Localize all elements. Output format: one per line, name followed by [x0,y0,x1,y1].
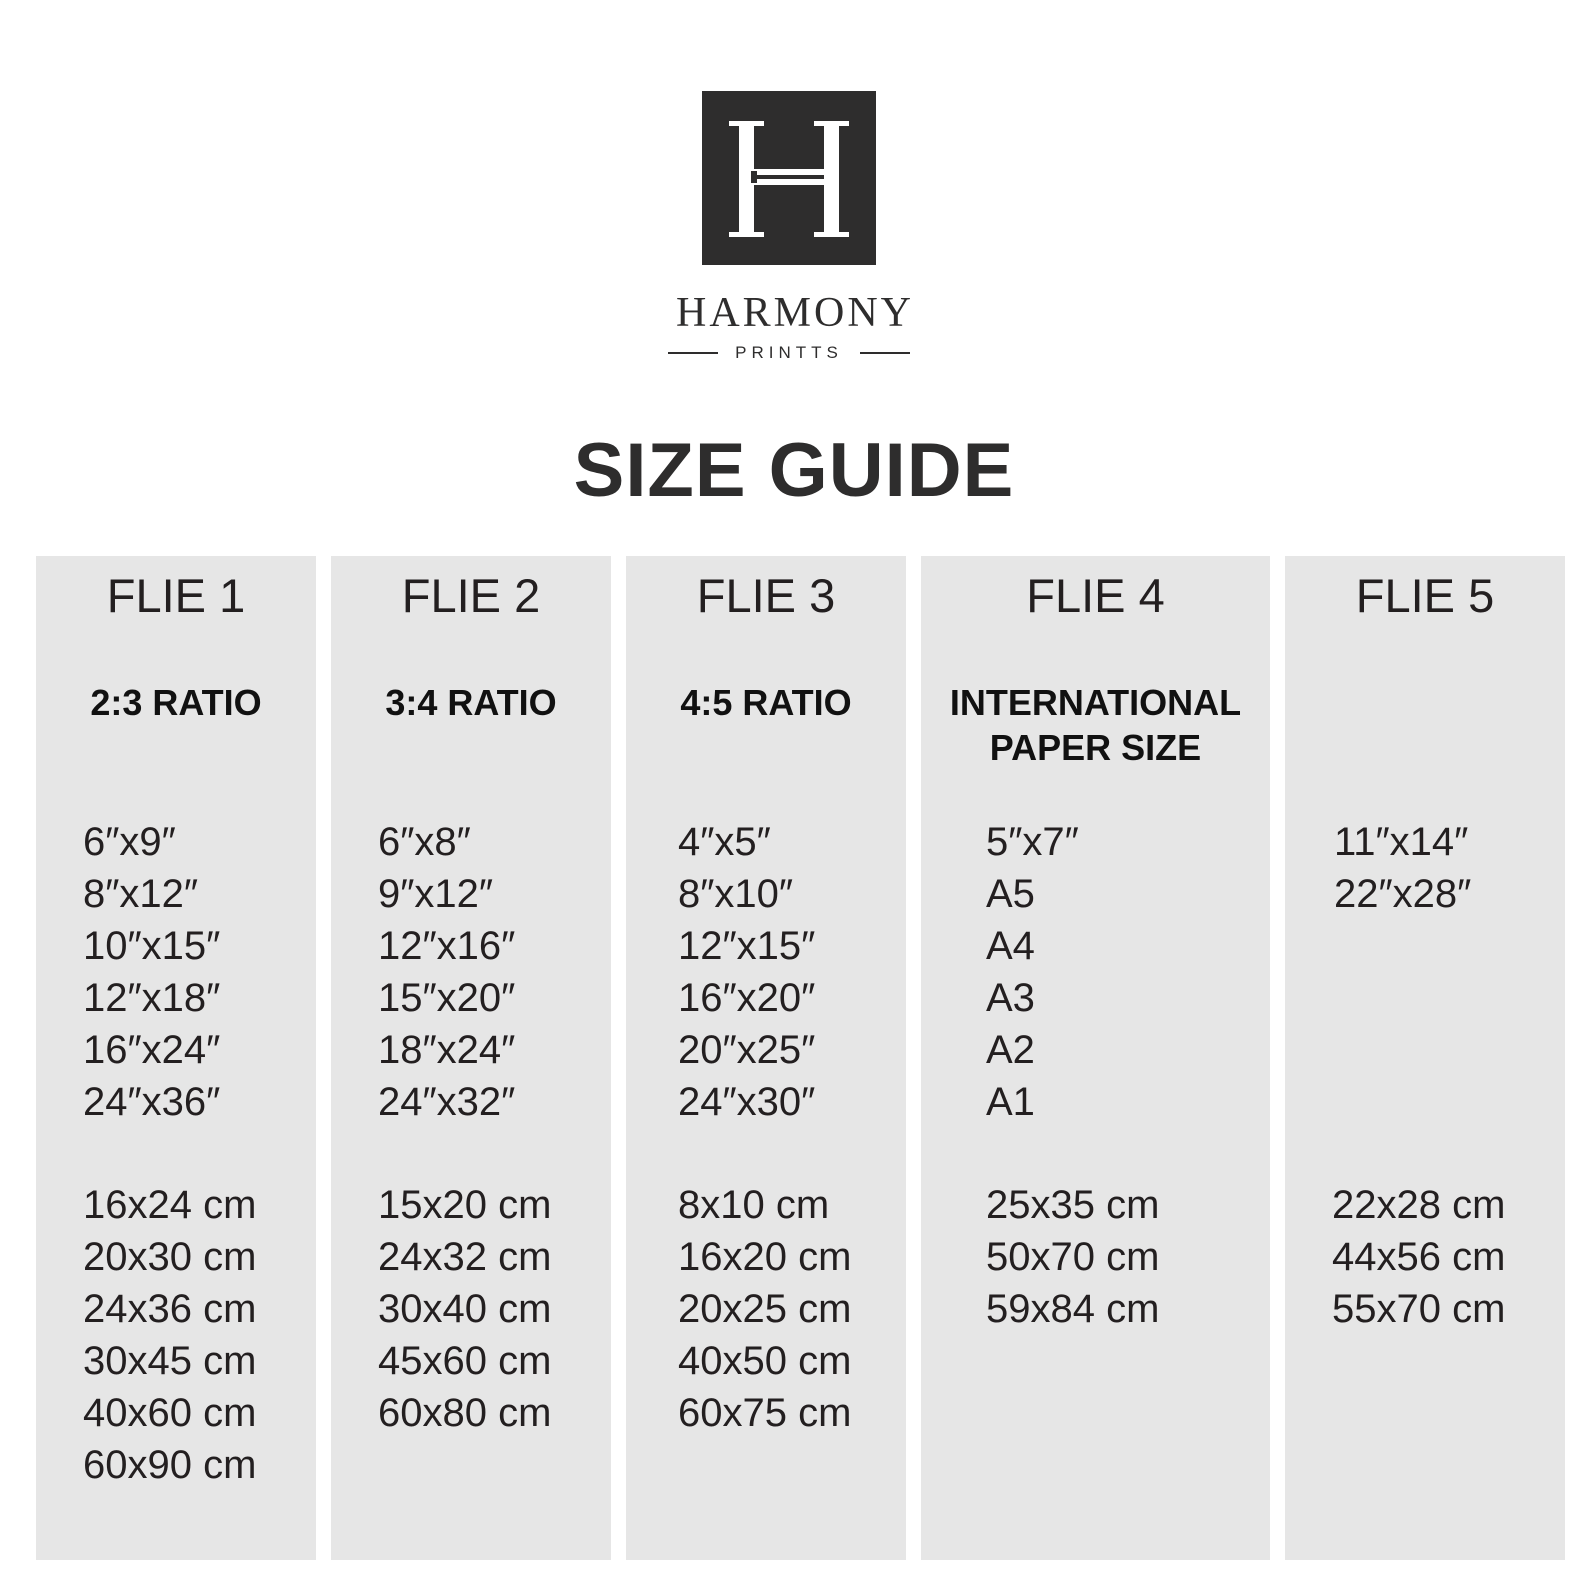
inch-size-item: 11″x14″ [1334,820,1469,864]
cm-size-item: 60x80 cm [378,1391,552,1435]
cm-size-item: 24x32 cm [378,1235,552,1279]
inch-size-item: 16″x24″ [83,1028,221,1072]
inch-size-list-2 [378,816,515,1128]
cm-size-list-2 [378,1179,551,1439]
inch-size-item: 6″x8″ [378,820,471,864]
cm-size-item: 15x20 cm [378,1183,552,1227]
inch-size-list-3 [678,816,815,1128]
ratio-line-1: INTERNATIONAL [949,682,1242,723]
monogram-h-icon [702,91,876,265]
inch-size-item: A2 [986,1028,1035,1072]
inch-size-item: 20″x25″ [678,1028,816,1072]
column-ratio [36,680,316,725]
inch-size-item: 12″x16″ [378,924,516,968]
inch-size-item: 22″x28″ [1334,872,1472,916]
inch-size-list-1 [83,816,220,1128]
cm-size-item: 30x40 cm [378,1287,552,1331]
cm-size-item: 60x75 cm [678,1391,852,1435]
cm-size-item: 16x20 cm [678,1235,852,1279]
column-header: FLIE 2 [401,569,541,622]
inch-size-item: 12″x18″ [83,976,221,1020]
inch-size-item: 8″x12″ [83,872,199,916]
cm-size-item: 50x70 cm [986,1235,1160,1279]
inch-size-item: A5 [986,872,1035,916]
ratio-line-1: 4:5 RATIO [680,682,852,723]
cm-size-item: 20x25 cm [678,1287,852,1331]
inch-size-item: 10″x15″ [83,924,221,968]
inch-size-list-4 [986,816,1079,1128]
inch-size-item: 24″x30″ [678,1080,816,1124]
inch-size-item: A3 [986,976,1035,1020]
ratio-line-1: 3:4 RATIO [385,682,557,723]
inch-size-item: 24″x32″ [378,1080,516,1124]
inch-size-item: 5″x7″ [986,820,1079,864]
inch-size-item: 6″x9″ [83,820,176,864]
cm-size-item: 22x28 cm [1332,1183,1506,1227]
cm-size-item: 40x50 cm [678,1339,852,1383]
cm-size-item: 60x90 cm [83,1443,257,1487]
cm-size-list-5 [1332,1179,1505,1335]
column-header: FLIE 1 [106,569,246,622]
cm-size-item: 24x36 cm [83,1287,257,1331]
size-column-4 [921,556,1270,1560]
inch-size-item: 16″x20″ [678,976,816,1020]
cm-size-item: 16x24 cm [83,1183,257,1227]
column-header: FLIE 5 [1355,569,1495,622]
cm-size-item: 30x45 cm [83,1339,257,1383]
brand-logo [702,91,876,265]
inch-size-item: 4″x5″ [678,820,771,864]
ratio-line-2: PAPER SIZE [989,727,1202,768]
size-column-5 [1285,556,1565,1560]
brand-tagline: PRINTTS [735,343,843,362]
tagline-rule-right [860,352,910,354]
inch-size-item: 24″x36″ [83,1080,221,1124]
brand-name: HARMONY [675,290,914,336]
cm-size-item: 40x60 cm [83,1391,257,1435]
cm-size-list-4 [986,1179,1159,1335]
page-title: SIZE GUIDE [573,428,1015,513]
column-ratio [626,680,906,725]
cm-size-list-3 [678,1179,851,1439]
inch-size-item: 8″x10″ [678,872,794,916]
tagline-rule-left [668,352,718,354]
cm-size-item: 8x10 cm [678,1183,830,1227]
cm-size-item: 44x56 cm [1332,1235,1506,1279]
cm-size-item: 25x35 cm [986,1183,1160,1227]
inch-size-item: A1 [986,1080,1035,1124]
inch-size-item: 12″x15″ [678,924,816,968]
cm-size-item: 45x60 cm [378,1339,552,1383]
cm-size-item: 20x30 cm [83,1235,257,1279]
brand-tagline-row [668,341,910,365]
inch-size-item: 9″x12″ [378,872,494,916]
cm-size-item: 59x84 cm [986,1287,1160,1331]
column-header: FLIE 4 [1026,569,1165,622]
column-header: FLIE 3 [696,569,836,622]
inch-size-item: 15″x20″ [378,976,516,1020]
column-ratio [331,680,611,725]
cm-size-item: 55x70 cm [1332,1287,1506,1331]
inch-size-list-5 [1334,816,1471,920]
inch-size-item: A4 [986,924,1035,968]
cm-size-list-1 [83,1179,256,1491]
column-ratio [921,680,1270,770]
ratio-line-1: 2:3 RATIO [90,682,262,723]
inch-size-item: 18″x24″ [378,1028,516,1072]
